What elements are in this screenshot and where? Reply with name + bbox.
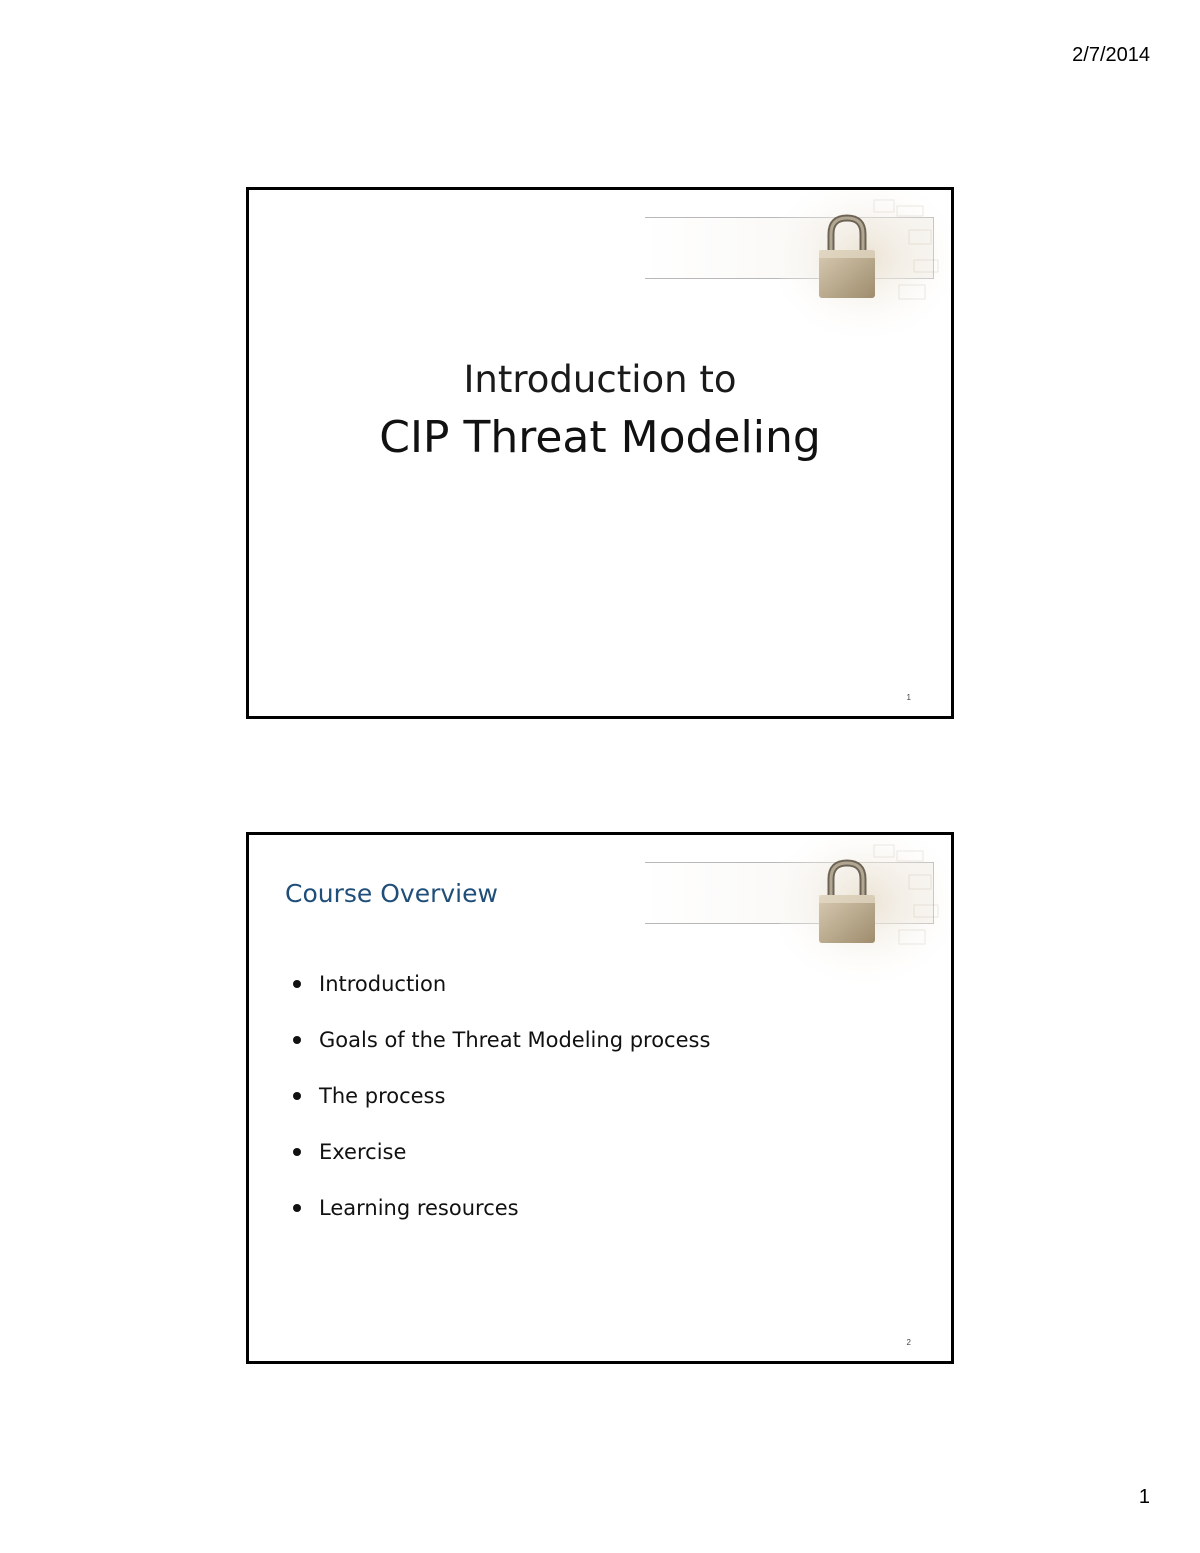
bullet-icon: [293, 1204, 301, 1212]
list-item: [291, 1191, 710, 1247]
list-item-text: Exercise: [319, 1140, 407, 1164]
bullet-icon: [293, 980, 301, 988]
list-item: [291, 1079, 710, 1135]
list-item-text: The process: [319, 1084, 446, 1108]
slide-subtitle: Introduction to: [463, 358, 737, 401]
list-item: [291, 967, 710, 1023]
bullet-list: [291, 967, 710, 1247]
slide-title: Course Overview: [285, 879, 498, 908]
padlock-icon: [779, 835, 951, 985]
page-date: 2/7/2014: [1072, 44, 1150, 66]
padlock-icon: [779, 190, 951, 340]
list-item: [291, 1023, 710, 1079]
list-item-text: Learning resources: [319, 1196, 519, 1220]
slide-number: 1: [906, 693, 911, 702]
bullet-icon: [293, 1092, 301, 1100]
list-item-text: Introduction: [319, 972, 447, 996]
slide-2: [246, 832, 954, 1364]
page-number: 1: [1138, 1486, 1150, 1508]
bullet-icon: [293, 1148, 301, 1156]
slide-1: [246, 187, 954, 719]
list-item-text: Goals of the Threat Modeling process: [319, 1028, 711, 1052]
slide-title: CIP Threat Modeling: [379, 412, 821, 463]
slide-number: 2: [906, 1338, 911, 1347]
bullet-icon: [293, 1036, 301, 1044]
list-item: [291, 1135, 710, 1191]
